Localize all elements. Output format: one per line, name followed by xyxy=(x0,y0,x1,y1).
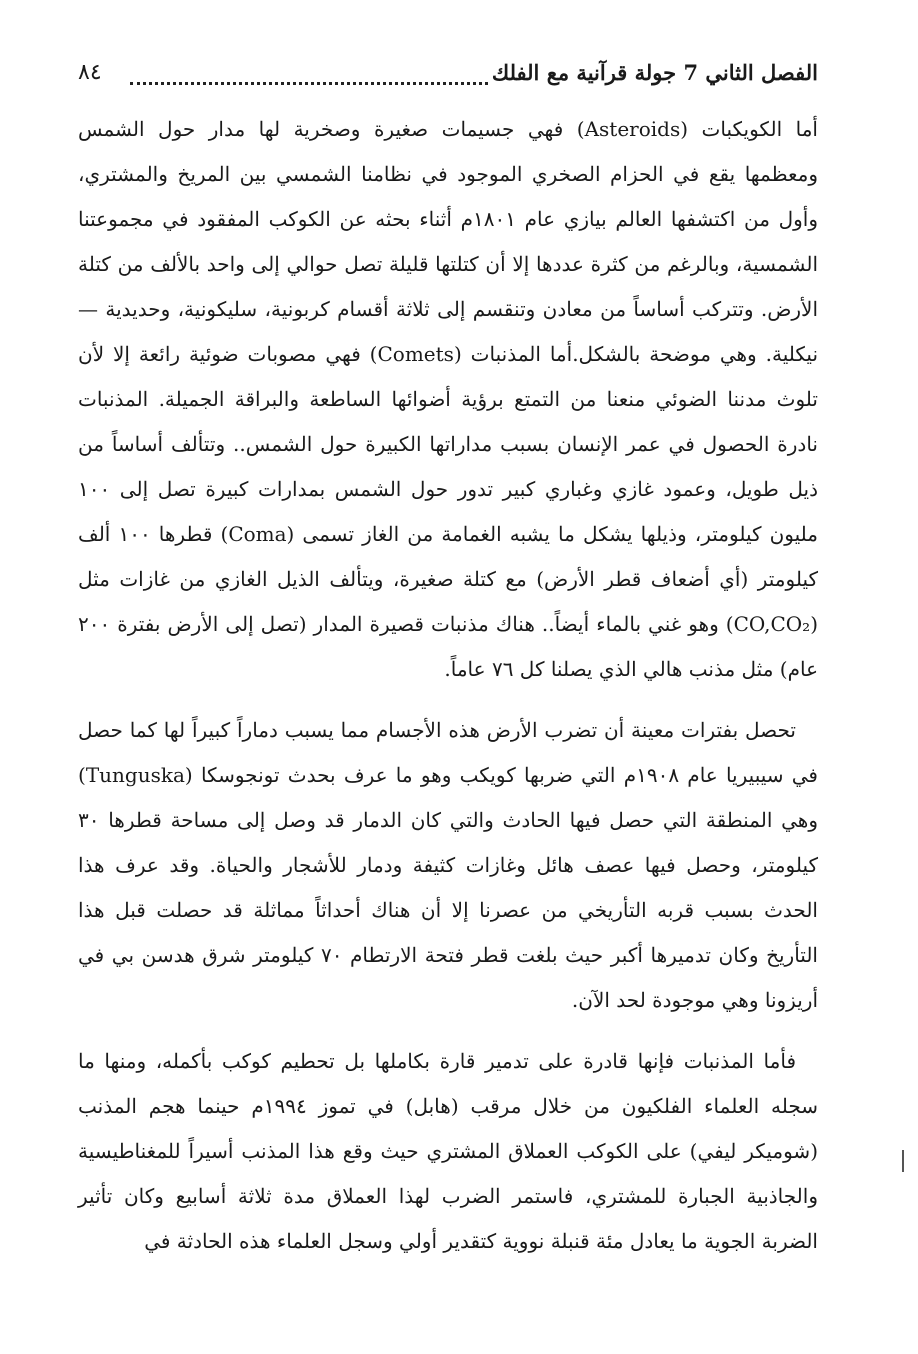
book-page xyxy=(78,52,818,1332)
margin-mark xyxy=(902,1150,904,1172)
paragraph-impacts: تحصل بفترات معينة أن تضرب الأرض هذه الأجسام مما يسبب دماراً كبيراً لها كما حصل في سيبيريا عام ١٩٠٨م التي ضربها كويكب وهو ما عرف بحدث تونجوسكا (Tunguska) وهي المنطقة التي حصل فيها الحادث والتي كان الدمار قد وصل إلى مساحة قطرها ٣٠ كيلومتر، وحصل فيها عصف هائل وغازات كثيفة ودمار للأشجار والحياة. وقد عرف هذا الحدث بسبب قربه التأريخي من عصرنا إلا أن هناك أحداثاً مماثلة قد حصلت قبل هذا التأريخ وكان تدميرها أكبر حيث بلغت قطر فتحة الارتطام ٧٠ كيلومتر شرق هدسن بي في أريزونا وهي موجودة لحد الآن. xyxy=(78,718,818,1012)
paragraph-asteroids-comets: أما الكويكبات (Asteroids) فهي جسيمات صغيرة وصخرية لها مدار حول الشمس ومعظمها يقع في الحزام الصخري الموجود في نظامنا الشمسي بين المريخ والمشتري، وأول من اكتشفها العالم بيازي عام ١٨٠١م أثناء بحثه عن الكوكب المفقود في مجموعتنا الشمسية، وبالرغم من كثرة عددها إلا أن كتلتها قليلة تصل حوالي إلى واحد بالألف من كتلة الأرض. وتتركب أساساً من معادن وتنقسم إلى ثلاثة أقسام كربونية، سليكونية، وحديدية — نيكلية. وهي موضحة بالشكل.أما المذنبات (Comets) فهي مصوبات ضوئية رائعة إلا لأن تلوث مدننا الضوئي منعنا من التمتع برؤية أضوائها الساطعة والبراقة الجميلة. المذنبات نادرة الحصول في عمر الإنسان بسبب مداراتها الكبيرة حول الشمس.. وتتألف أساساً من ذيل طويل، وعمود غازي وغباري كبير تدور حول الشمس بمدارات كبيرة تصل إلى ١٠٠ مليون كيلومتر، وذيلها يشكل ما يشبه الغمامة من الغاز تسمى (Coma) قطرها ١٠٠ ألف كيلومتر (أي أضعاف قطر الأرض) مع كتلة صغيرة، ويتألف الذيل الغازي من غازات مثل (CO,CO₂) وهو غني بالماء أيضاً.. هناك مذنبات قصيرة المدار (تصل إلى الأرض بفترة ٢٠٠ عام) مثل مذنب هالي الذي يصلنا كل ٧٦ عاماً. xyxy=(78,117,819,681)
chapter-title: الفصل الثاني 7 جولة قرآنية مع الفلك xyxy=(491,60,818,85)
paragraph-comet-destruction: فأما المذنبات فإنها قادرة على تدمير قارة بكاملها بل تحطيم كوكب بأكمله، ومنها ما سجله العلماء الفلكيون من خلال مرقب (هابل) في تموز ١٩٩٤م حينما هجم المذنب (شوميكر ليفي) على الكوكب العملاق المشتري حيث وقع هذا المذنب أسيراً للمغناطيسية والجاذبية الجبارة للمشتري، فاستمر الضرب لهذا العملاق مدة ثلاثة أسابيع وكان تأثير الضربة الجوية ما يعادل مئة قنبلة نووية كتقدير أولي وسجل العلماء هذه الحادثة في xyxy=(78,1049,818,1253)
page-header xyxy=(78,52,818,94)
body-text xyxy=(78,107,818,1264)
header-dotted-rule xyxy=(130,82,488,85)
page-number: ٨٤ xyxy=(78,60,102,85)
